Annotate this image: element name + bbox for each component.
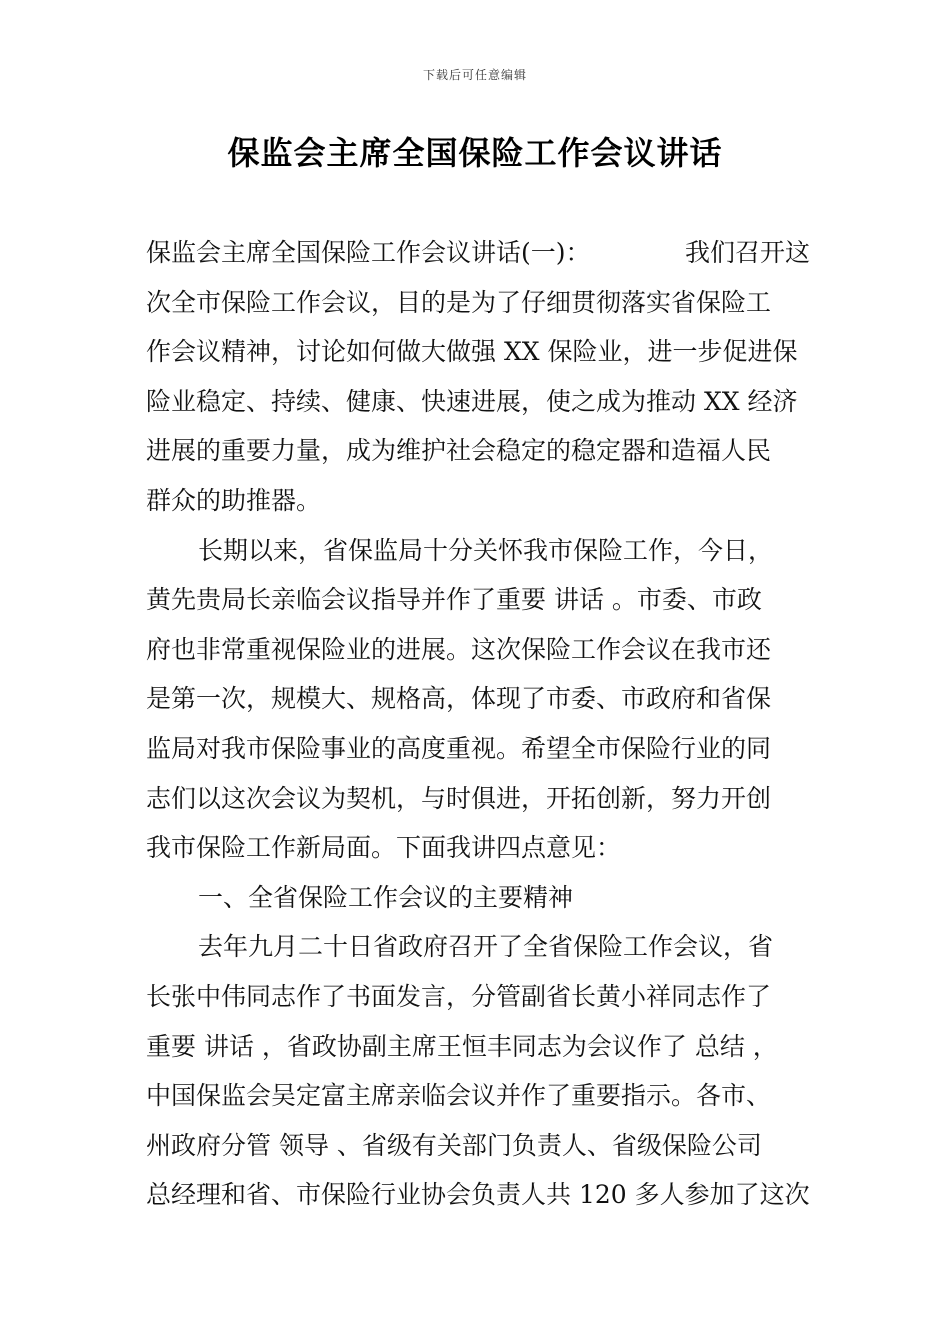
text-line-2: 次全市保险工作会议，目的是为了仔细贯彻落实省保险工: [146, 287, 772, 317]
text-line-8: 黄先贵局长亲临会议指导并作了重要 讲话 。市委、市政: [146, 585, 762, 615]
text-line-5: 进展的重要力量，成为维护社会稳定的稳定器和造福人民: [146, 436, 772, 466]
text-line-7: 长期以来，省保监局十分关怀我市保险工作，今日，: [198, 535, 774, 565]
text-line-12: 志们以这次会议为契机，与时俱进，开拓创新，努力开创: [146, 783, 772, 813]
text-line-6: 群众的助推器。: [146, 485, 322, 515]
intro-start: 我们召开这: [684, 238, 810, 267]
text-line-16: 长张中伟同志作了书面发言，分管副省长黄小祥同志作了: [146, 981, 772, 1011]
text-line-4: 险业稳定、持续、健康、快速进展，使之成为推动 XX 经济: [146, 386, 798, 416]
text-line-18: 中国保监会吴定富主席亲临会议并作了重要指示。各市、: [146, 1081, 772, 1111]
intro-heading: 保监会主席全国保险工作会议讲话(一)：: [146, 238, 591, 267]
text-line-19: 州政府分管 领导 、省级有关部门负责人、省级保险公司: [146, 1130, 762, 1160]
text-line-3: 作会议精神，讨论如何做大做强 XX 保险业，进一步促进保: [146, 337, 798, 367]
document-body: [146, 228, 810, 1220]
header-note: 下载后可任意编辑: [422, 68, 527, 82]
text-line-10: 是第一次，规模大、规格高，体现了市委、市政府和省保: [146, 684, 772, 714]
text-line-20: 总经理和省、市保险行业协会负责人共 120 多人参加了这次: [146, 1180, 810, 1210]
text-line-15: 去年九月二十日省政府召开了全省保险工作会议，省: [198, 932, 774, 962]
text-line-13: 我市保险工作新局面。下面我讲四点意见：: [146, 833, 622, 863]
text-line-11: 监局对我市保险事业的高度重视。希望全市保险行业的同: [146, 733, 772, 763]
section-heading-1: 一、全省保险工作会议的主要精神: [198, 882, 574, 912]
document-title: 保监会主席全国保险工作会议讲话: [227, 134, 723, 172]
text-line-1: [146, 228, 810, 278]
text-line-9: 府也非常重视保险业的进展。这次保险工作会议在我市还: [146, 634, 772, 664]
text-line-17: 重要 讲话 ，省政协副主席王恒丰同志为会议作了 总结 ，: [146, 1031, 778, 1061]
